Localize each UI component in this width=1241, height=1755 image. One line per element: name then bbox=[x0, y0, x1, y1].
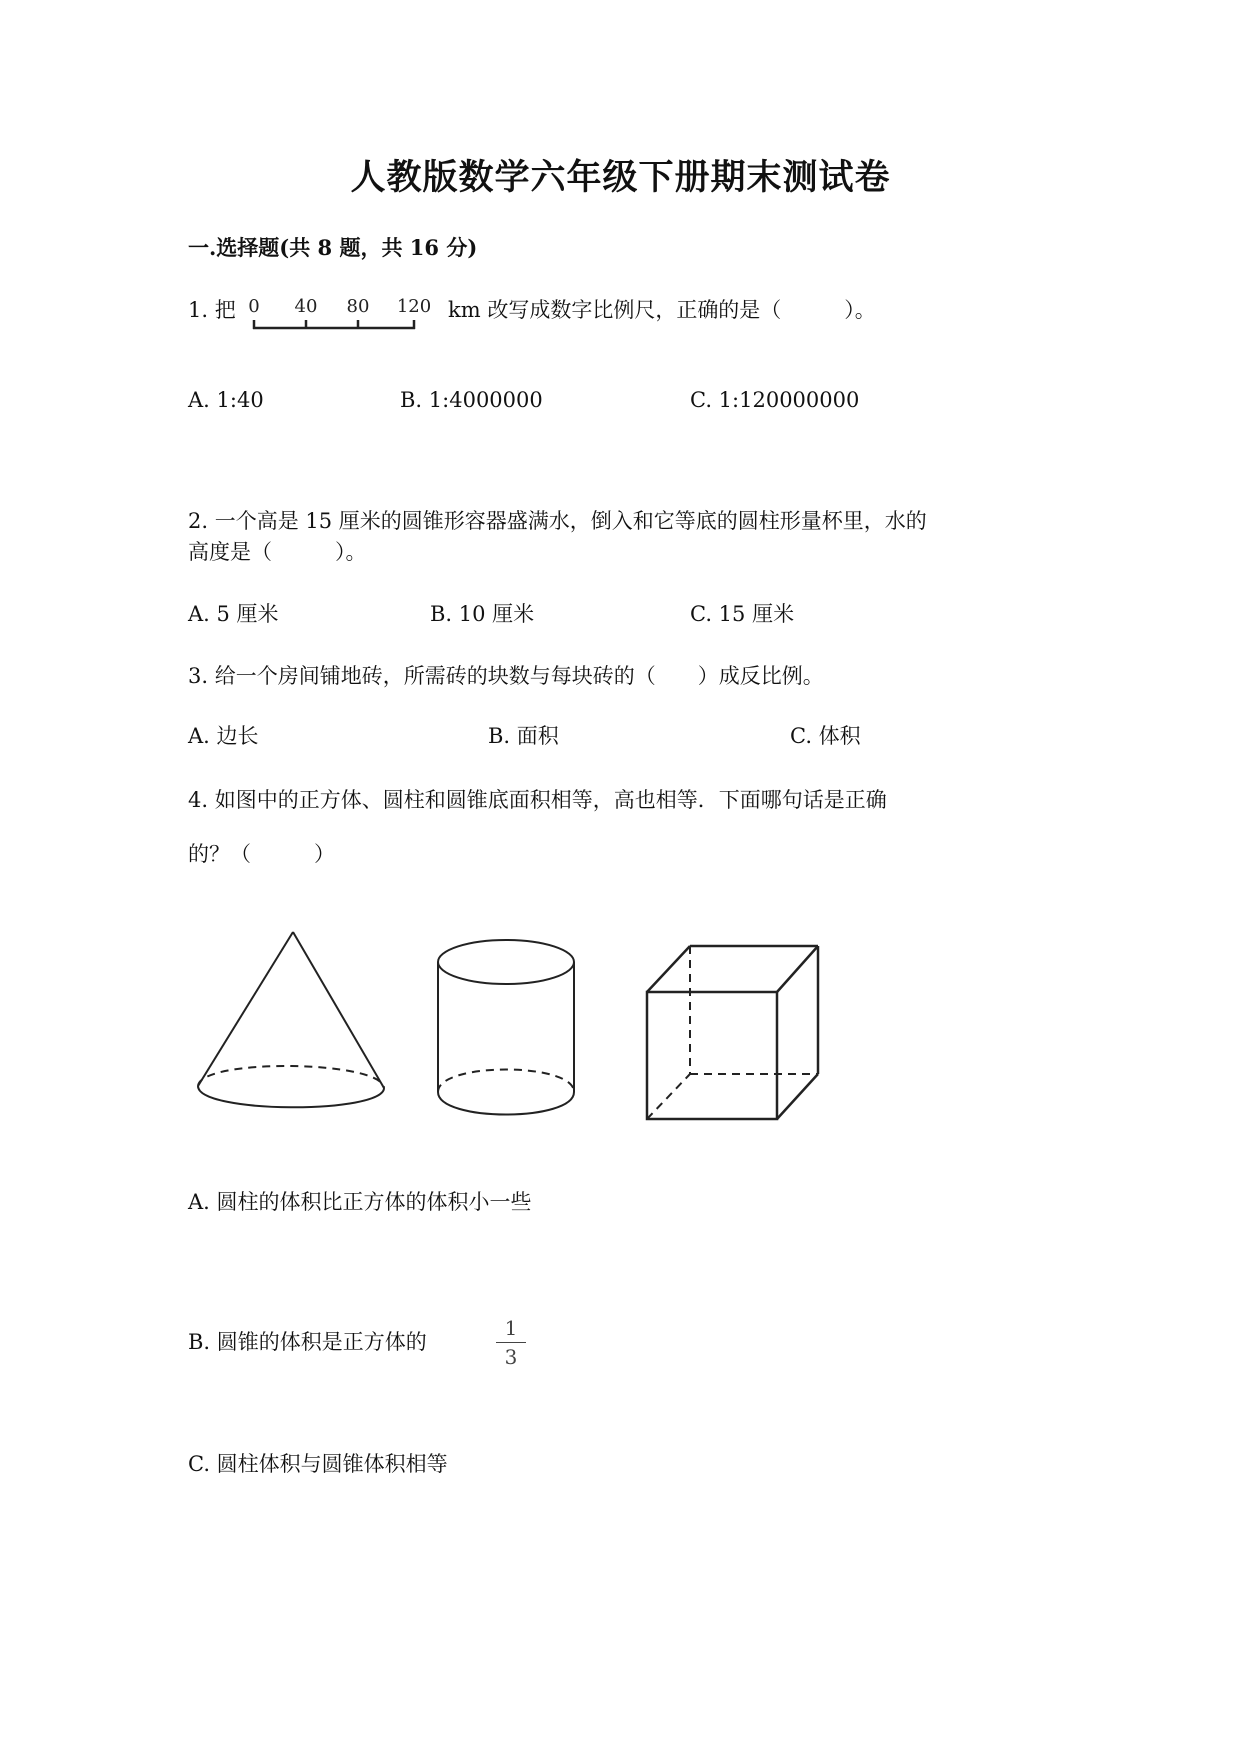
cube-hidden-edge bbox=[647, 1074, 690, 1119]
q2-option-b: B. 10 厘米 bbox=[430, 602, 535, 626]
fraction-denominator: 3 bbox=[504, 1345, 518, 1369]
scale-tick-label: 40 bbox=[294, 296, 318, 317]
q3-option-a: A. 边长 bbox=[188, 724, 259, 748]
q1-prefix: 1. 把 bbox=[188, 298, 236, 322]
cone-left-edge bbox=[198, 932, 293, 1086]
cylinder-top bbox=[438, 940, 574, 984]
q4-option-a: A. 圆柱的体积比正方体的体积小一些 bbox=[188, 1190, 532, 1214]
scale-tick-label: 80 bbox=[346, 296, 370, 317]
q4-line2: 的？（ ） bbox=[188, 842, 335, 866]
page-title: 人教版数学六年级下册期末测试卷 bbox=[350, 157, 891, 198]
scale-tick-label: 0 bbox=[248, 296, 260, 317]
q2-line1: 2. 一个高是 15 厘米的圆锥形容器盛满水，倒入和它等底的圆柱形量杯里，水的 bbox=[188, 509, 927, 533]
cube-edge bbox=[777, 1074, 818, 1119]
section-heading-choice: 一.选择题(共 8 题，共 16 分) bbox=[188, 235, 478, 260]
q2-line2: 高度是（ ）。 bbox=[188, 540, 367, 564]
cone-figure bbox=[198, 932, 384, 1107]
cone-base-front bbox=[198, 1086, 384, 1107]
cube-figure bbox=[647, 946, 818, 1119]
cylinder-figure bbox=[438, 940, 574, 1115]
q3-text: 3. 给一个房间铺地砖，所需砖的块数与每块砖的（ ）成反比例。 bbox=[188, 664, 824, 688]
q3-option-c: C. 体积 bbox=[790, 724, 861, 748]
q4-option-c: C. 圆柱体积与圆锥体积相等 bbox=[188, 1452, 448, 1476]
cone-base-back bbox=[198, 1066, 384, 1088]
scale-tick-label: 120 bbox=[396, 296, 432, 317]
q4-line1: 4. 如图中的正方体、圆柱和圆锥底面积相等，高也相等．下面哪句话是正确 bbox=[188, 788, 887, 812]
q2-option-c: C. 15 厘米 bbox=[690, 602, 795, 626]
q1-option-a: A. 1:40 bbox=[188, 388, 264, 412]
cube-edge bbox=[777, 946, 818, 992]
q1-suffix: km 改写成数字比例尺，正确的是（ ）。 bbox=[448, 298, 876, 322]
fraction-bar bbox=[496, 1342, 526, 1343]
cylinder-base-front bbox=[438, 1092, 574, 1115]
cube-front-face bbox=[647, 992, 777, 1119]
fraction-numerator: 1 bbox=[504, 1316, 518, 1340]
cone-right-edge bbox=[293, 932, 384, 1088]
cube-edge bbox=[647, 946, 690, 992]
q1-option-c: C. 1:120000000 bbox=[690, 388, 860, 412]
q4-option-b-fraction bbox=[496, 1316, 526, 1369]
q4-option-b: B. 圆锥的体积是正方体的 bbox=[188, 1330, 427, 1354]
q3-option-b: B. 面积 bbox=[488, 724, 559, 748]
q1-option-b: B. 1:4000000 bbox=[400, 388, 543, 412]
cylinder-base-back bbox=[438, 1070, 574, 1093]
q2-option-a: A. 5 厘米 bbox=[188, 602, 279, 626]
